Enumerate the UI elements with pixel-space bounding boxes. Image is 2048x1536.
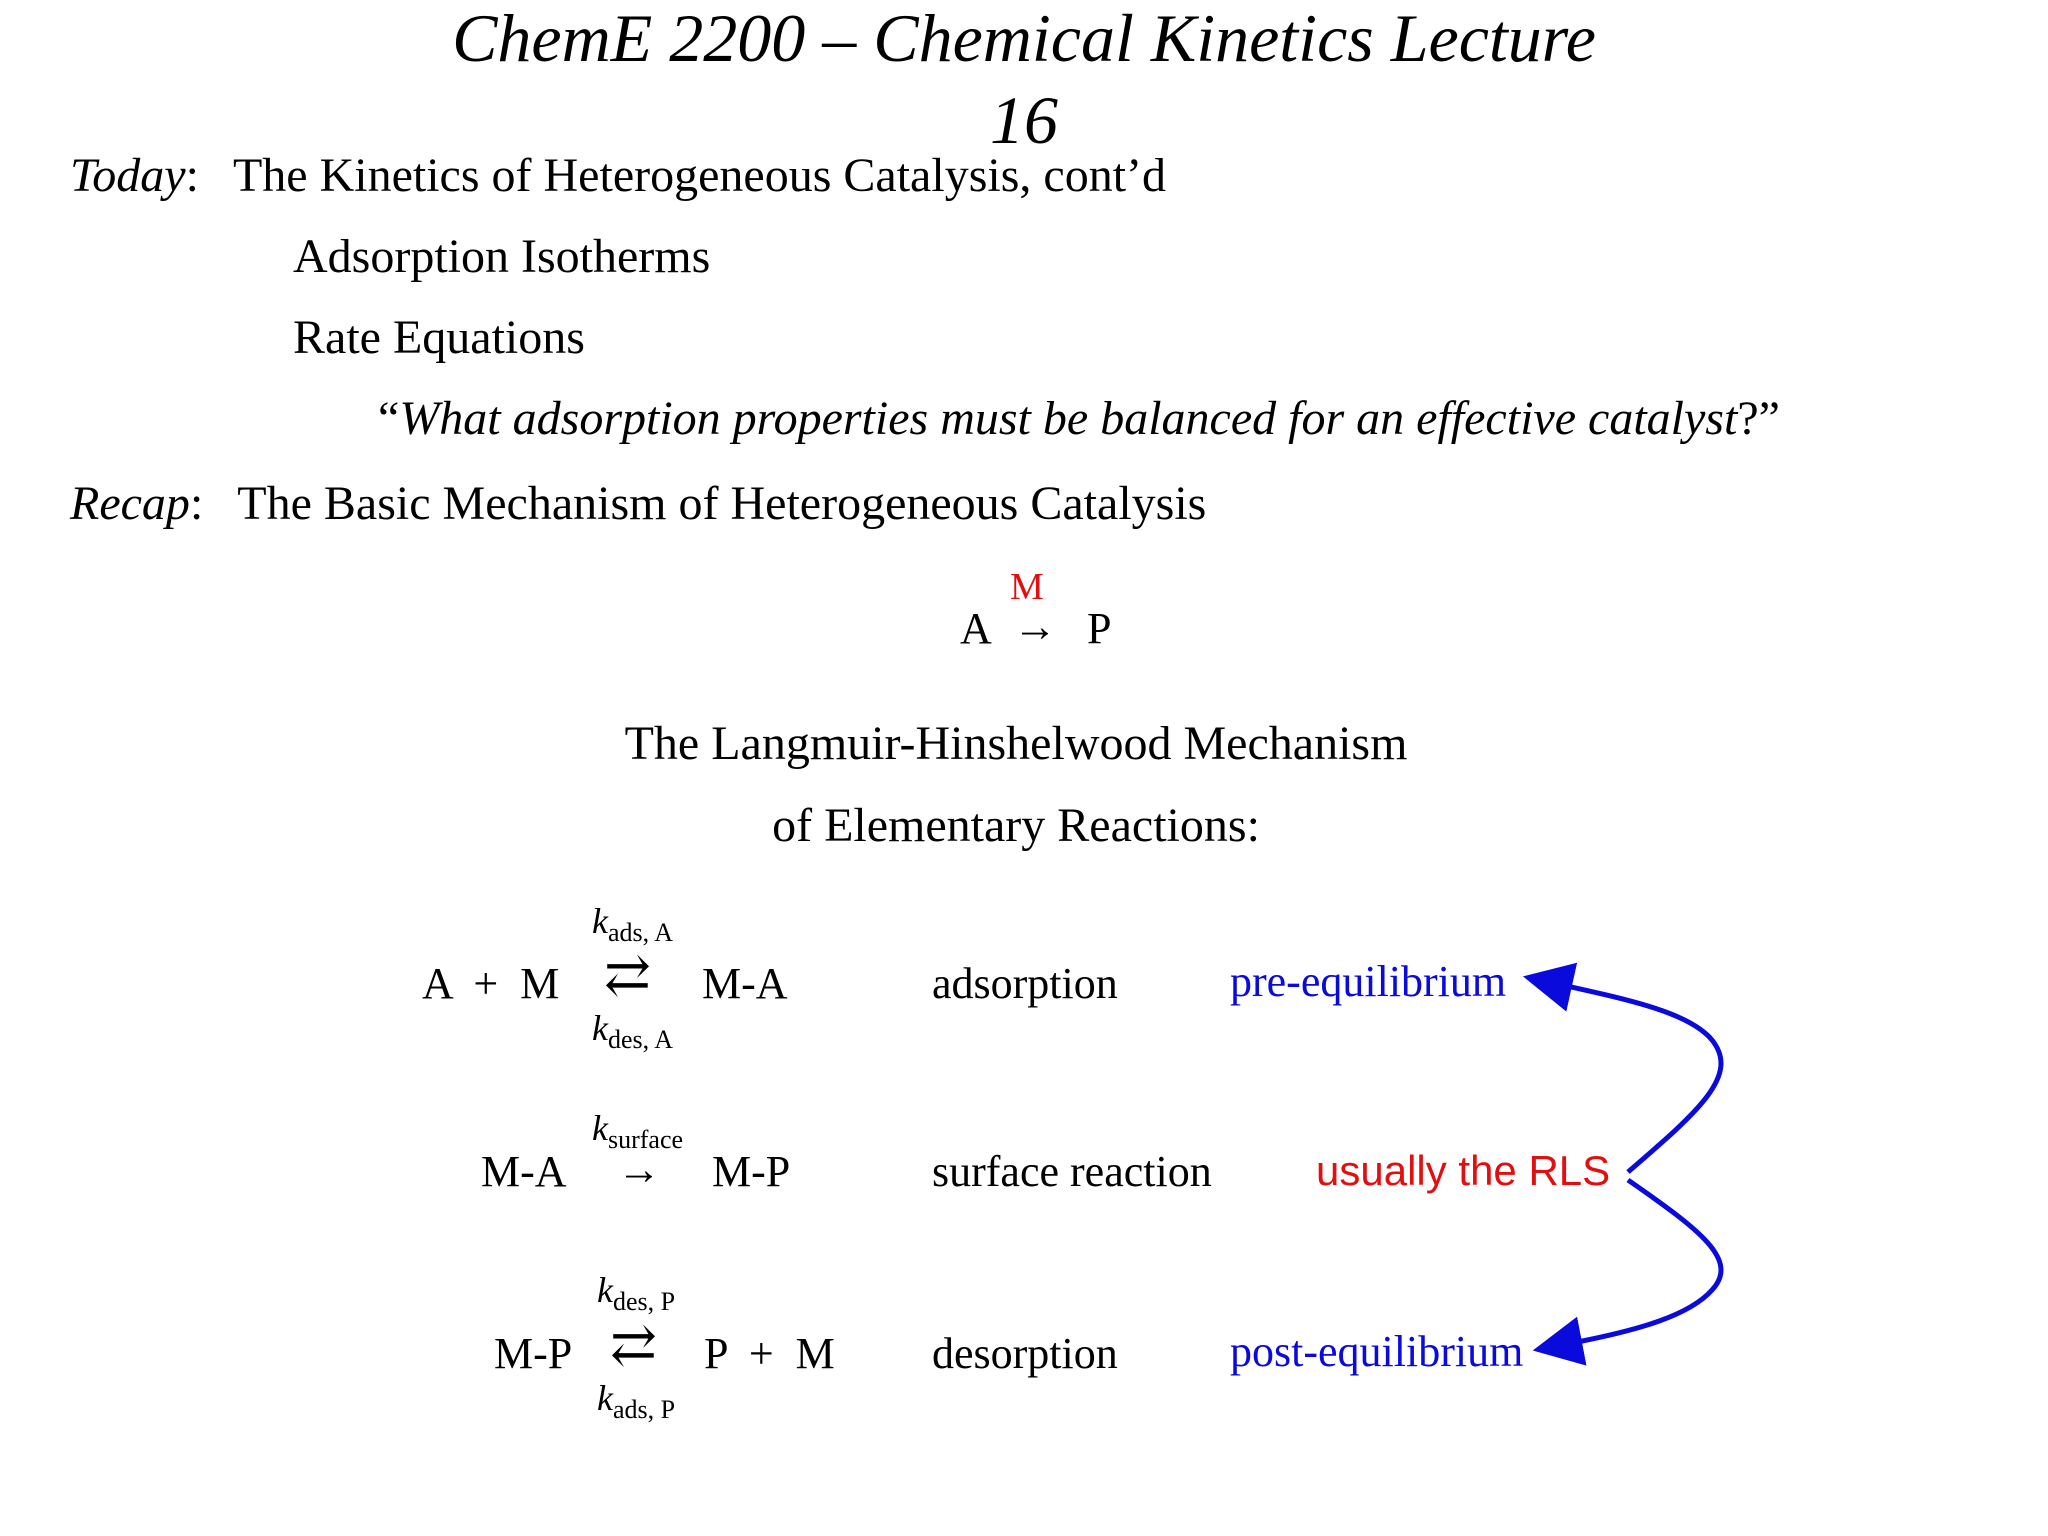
step1-equilibrium-arrow: ⇄ <box>604 945 651 1007</box>
step1-lhs: A + M <box>422 959 560 1008</box>
step1-note-pre-equilibrium: pre-equilibrium <box>1230 957 1507 1006</box>
catalyst-label: M <box>1010 566 1044 608</box>
step2-rhs: M-P <box>712 1147 791 1196</box>
lh-heading-line2: of Elementary Reactions: <box>772 799 1260 852</box>
step3-rhs: P + M <box>704 1329 835 1378</box>
overall-product: P <box>1087 604 1112 653</box>
today-topic: The Kinetics of Heterogeneous Catalysis, cont’d <box>232 149 1167 202</box>
arrow-to-pre-equilibrium <box>1562 985 1721 1172</box>
step1-rhs: M-A <box>702 959 788 1008</box>
step2-lhs: M-A <box>481 1147 567 1196</box>
k-ads-p-label: $k_{ads, P}$ <box>597 1378 676 1424</box>
recap-text: The Basic Mechanism of Heterogeneous Catalysis <box>237 477 1207 530</box>
step1-name: adsorption <box>932 959 1118 1008</box>
recap-label: Recap <box>70 477 190 530</box>
today-item-adsorption-isotherms: Adsorption Isotherms <box>293 230 711 283</box>
today-item-rate-equations: Rate Equations <box>293 311 585 364</box>
overall-arrow: → <box>1013 602 1057 651</box>
step2-name: surface reaction <box>932 1147 1212 1196</box>
k-des-p-label: $k_{des, P}$ <box>597 1270 676 1316</box>
lh-heading-line1: The Langmuir-Hinshelwood Mechanism <box>624 717 1408 770</box>
step3-note-post-equilibrium: post-equilibrium <box>1230 1327 1524 1376</box>
step3-equilibrium-arrow: ⇄ <box>610 1315 657 1377</box>
today-colon: : <box>185 149 199 202</box>
step2-note-rls: usually the RLS <box>1316 1147 1611 1194</box>
step2-arrow: → <box>617 1145 661 1194</box>
overall-reactant: A <box>960 604 992 653</box>
k-ads-a-label: $k_{ads, A}$ <box>592 901 673 947</box>
lecture-title-line1: ChemE 2200 – Chemical Kinetics Lecture <box>452 0 1596 76</box>
k-surface-label: $k_{surface}$ <box>592 1108 684 1154</box>
today-label: Today <box>70 149 186 202</box>
question-close-quote: ?” <box>1737 392 1780 445</box>
arrow-to-post-equilibrium <box>1572 1180 1721 1343</box>
k-des-a-label: $k_{des, A}$ <box>592 1008 673 1054</box>
step3-lhs: M-P <box>494 1329 573 1378</box>
question-text: What adsorption properties must be balanced for an effective catalyst <box>399 392 1738 445</box>
lecture-title-line2: 16 <box>990 82 1058 158</box>
step3-name: desorption <box>932 1329 1118 1378</box>
recap-colon: : <box>189 477 204 530</box>
question-open-quote: “ <box>378 392 400 445</box>
